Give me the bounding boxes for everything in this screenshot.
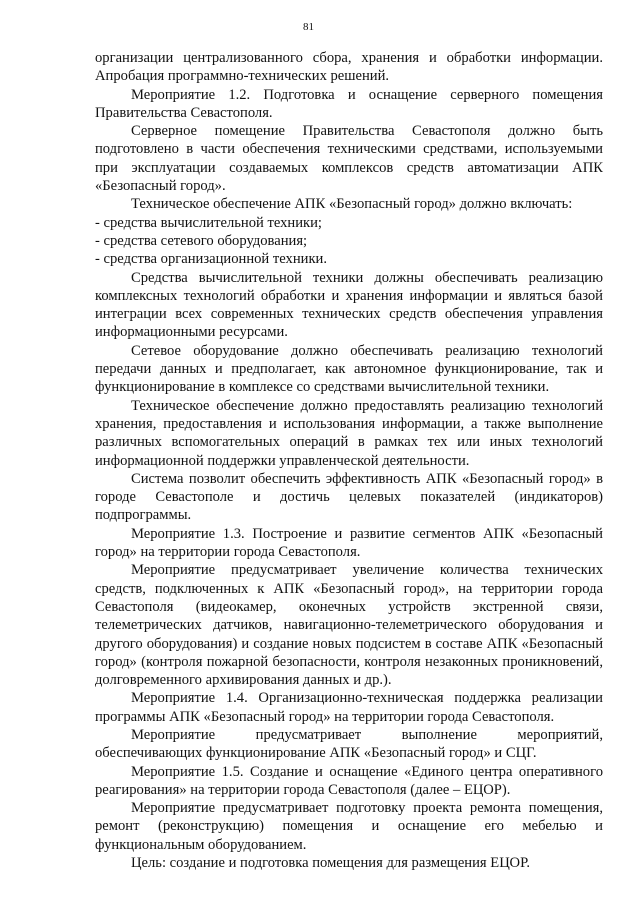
paragraph: Мероприятие 1.5. Создание и оснащение «Единого центра оперативного реагирования» на территории города Севастополя (далее – ЕЦОР). xyxy=(95,763,603,798)
paragraph: Средства вычислительной техники должны обеспечивать реализацию комплексных технологий обработки и хранения информации и являться базой интеграции всех современных технических средств обеспечения управления информационными ресурсами. xyxy=(95,269,603,341)
paragraph: Система позволит обеспечить эффективность АПК «Безопасный город» в городе Севастополе и достичь целевых показателей (индикаторов) подпрограммы. xyxy=(95,470,603,524)
paragraph: Мероприятие предусматривает увеличение количества технических средств, подключенных к АПК «Безопасный город», на территории города Севастополя (видеокамер, оконечных устройств экстренной связи, телеметрических датчиков, навигационно-телеметрического оборудования и другого оборудования) и создание новых подсистем в составе АПК «Безопасный город» (контроля пожарной безопасности, контроля незаконных проникновений, долговременного архивирования данных и др.). xyxy=(95,562,603,689)
list-item: - средства вычислительной техники; xyxy=(95,214,322,231)
paragraph: Мероприятие 1.3. Построение и развитие сегментов АПК «Безопасный город» на территории города Севастополя. xyxy=(95,525,603,561)
page-number: 81 xyxy=(303,21,314,33)
paragraph: организации централизованного сбора, хранения и обработки информации. Апробация программно-технических решений. xyxy=(95,50,603,85)
paragraph: Цель: создание и подготовка помещения для размещения ЕЦОР. xyxy=(131,855,531,872)
paragraph: Мероприятие предусматривает подготовку проекта ремонта помещения, ремонт (реконструкцию) помещения и оснащение его мебелью и функциональным оборудованием. xyxy=(95,800,603,853)
paragraph: Техническое обеспечение должно предоставлять реализацию технологий хранения, предоставления и использования информации, а также выполнение различных вспомогательных операций в рамках тех или иных технологий информационной поддержки управленческой деятельности. xyxy=(95,397,603,469)
list-item: - средства организационной техники. xyxy=(95,251,328,268)
paragraph: Мероприятие 1.2. Подготовка и оснащение серверного помещения Правительства Севастополя. xyxy=(95,86,603,121)
document-body xyxy=(95,49,603,872)
paragraph: Мероприятие 1.4. Организационно-техническая поддержка реализации программы АПК «Безопасный город» на территории города Севастополя. xyxy=(95,690,603,725)
paragraph: Сетевое оборудование должно обеспечивать реализацию технологий передачи данных и предполагает, как автономное функционирование, так и функционирование в комплексе со средствами вычислительной техники. xyxy=(95,342,603,396)
paragraph: Серверное помещение Правительства Севастополя должно быть подготовлено в части обеспечения техническими средствами, используемыми при эксплуатации создаваемых комплексов средств автоматизации АПК «Безопасный город». xyxy=(95,123,603,195)
paragraph: Техническое обеспечение АПК «Безопасный город» должно включать: xyxy=(131,196,573,213)
paragraph: Мероприятие предусматривает выполнение мероприятий, обеспечивающих функционирование АПК «Безопасный город» и СЦГ. xyxy=(95,726,603,762)
list-item: - средства сетевого оборудования; xyxy=(95,232,308,249)
